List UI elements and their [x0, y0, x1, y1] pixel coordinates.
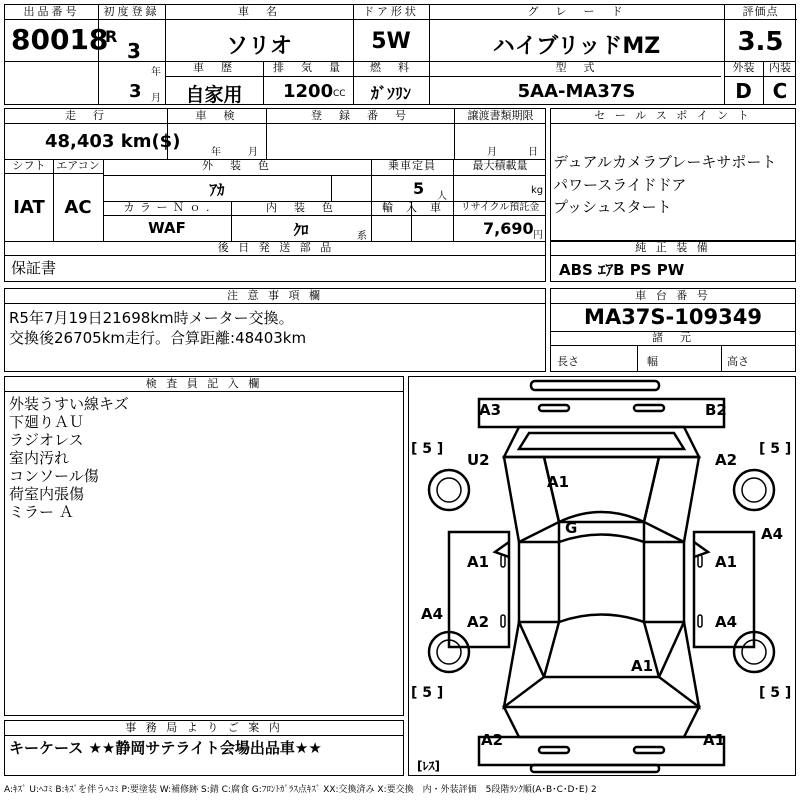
inspector-line-1: 外装うすい線キズ	[9, 395, 129, 413]
color-no: WAF	[148, 219, 186, 237]
sales-points-box	[550, 108, 796, 242]
mark-a1-front: A1	[631, 657, 654, 675]
fuel: ｶﾞｿﾘﾝ	[370, 84, 411, 103]
mark-a3: A3	[479, 401, 502, 419]
note-line-1: R5年7月19日21698km時メーター交換。	[9, 309, 294, 327]
fuel-label: 燃 料	[370, 61, 412, 74]
ac-label: エアコン	[56, 159, 100, 172]
interior-color: ｸﾛ	[293, 221, 309, 239]
mark-a1-left: A1	[467, 553, 490, 571]
transfer-month: 月	[487, 147, 497, 158]
shift: IAT	[13, 197, 45, 218]
capacity-unit: 人	[437, 191, 447, 202]
model-label: 型 式	[555, 61, 598, 74]
inspector-line-3: ラジオレス	[9, 431, 84, 449]
lot-no-label: 出品番号	[5, 5, 98, 20]
score: 3.5	[737, 27, 784, 57]
recycle-label: リサイクル預託金	[460, 202, 540, 213]
mark-a1-bottom: A1	[703, 731, 726, 749]
mark-a2-bottom: A2	[481, 731, 504, 749]
door-type: 5W	[371, 29, 411, 54]
legend: A:ｷｽﾞ U:ﾍｺﾐ B:ｷｽﾞを伴うﾍｺﾐ P:要塗装 W:補修跡 S:錆 C:腐食 G:ﾌﾛﾝﾄｶﾞﾗｽ点ｷｽﾞ XX:交換済み X:要交換 内・外装評価 5段階ﾗﾝｸ順(A･B･C･D･E) 2	[4, 785, 597, 795]
displacement: 1200	[283, 81, 334, 102]
mark-u2: U2	[467, 451, 490, 469]
office-label: 事 務 局 よ り ご 案 内	[5, 721, 403, 736]
inspection-year: 年	[211, 147, 221, 158]
month-unit: 月	[151, 93, 161, 104]
mark-a2-rear-right: A2	[715, 451, 738, 469]
cc-unit: CC	[333, 89, 346, 99]
car-name-label: 車 名	[165, 5, 353, 20]
door-label: ドア形状	[353, 5, 429, 20]
grade: ハイブリッドMZ	[492, 34, 661, 59]
genuine-equipment-box	[550, 240, 796, 282]
mark-a4-right-door: A4	[715, 613, 738, 631]
inspector-line-7: ミラー Ａ	[9, 503, 74, 521]
load-label: 最大積載量	[472, 159, 528, 172]
first-reg-label: 初度登録	[98, 5, 165, 20]
notes-label: 注 意 事 項 欄	[5, 289, 545, 304]
height-label: 高さ	[727, 355, 749, 368]
shift-label: シフト	[12, 159, 46, 172]
notes-box	[4, 288, 546, 372]
interior-grade: C	[772, 79, 788, 103]
mark-b2: B2	[705, 401, 727, 419]
interior-color-label: 内 装 色	[266, 201, 336, 214]
reg-year: 3	[127, 39, 141, 63]
sales-point-1: デュアルカメラブレーキサポート	[553, 153, 777, 171]
recycle: 7,690	[483, 219, 534, 238]
genuine-value: ABS ｴｱB PS PW	[559, 261, 685, 279]
inspector-line-4: 室内汚れ	[9, 449, 70, 467]
inspector-line-6: 荷室内張傷	[9, 485, 85, 503]
damage-diagram	[408, 376, 796, 776]
import-label: 輸 入 車	[382, 201, 442, 214]
grade-label: グ レ ー ド	[429, 5, 724, 20]
inspection-month: 月	[248, 147, 258, 158]
interior-label: 内装	[769, 61, 791, 74]
history: 自家用	[185, 84, 243, 106]
ac: AC	[64, 197, 92, 218]
capacity-label: 乗車定員	[388, 159, 436, 172]
office-value: キーケース ★★静岡サテライト会場出品車★★	[9, 739, 322, 757]
sales-point-3: プッシュスタート	[553, 198, 672, 216]
later-parts-value: 保証書	[11, 259, 57, 277]
mark-a1-right: A1	[715, 553, 738, 571]
displacement-label: 排 気 量	[273, 61, 343, 74]
transfer-day: 日	[528, 147, 538, 158]
vehicle-info-table	[4, 108, 546, 256]
interior-color-unit: 系	[357, 231, 367, 242]
era: R	[105, 27, 118, 46]
genuine-label: 純 正 装 備	[551, 241, 795, 256]
inspector-box	[4, 376, 404, 716]
inspection-label: 車 検	[195, 109, 238, 122]
tire-depth-rear-left: [ 5 ]	[411, 685, 444, 701]
header-table	[4, 4, 796, 105]
capacity: 5	[413, 179, 425, 198]
mark-a1-roof: A1	[547, 473, 570, 491]
spare-tire: [ﾚｽ]	[417, 759, 440, 773]
tire-depth-rear-right: [ 5 ]	[759, 685, 792, 701]
car-name: ソリオ	[226, 34, 292, 59]
note-line-2: 交換後26705km走行。合算距離:48403km	[9, 329, 307, 347]
office-box	[4, 720, 404, 776]
color-no-label: カ ラ ー Ｎ ｏ .	[123, 201, 211, 214]
mark-a2-left: A2	[467, 613, 490, 631]
inspector-line-5: コンソール傷	[9, 467, 99, 485]
mileage-label: 走 行	[65, 109, 107, 122]
inspector-line-2: 下廻りＡＵ	[9, 413, 85, 431]
color-label: 外 装 色	[202, 159, 272, 172]
load-unit: kg	[531, 185, 544, 196]
mileage: 48,403 km($)	[45, 131, 181, 152]
tire-depth-front-left: [ 5 ]	[411, 441, 444, 457]
chassis-number: MA37S-109349	[584, 305, 762, 329]
mark-a4-left: A4	[421, 605, 444, 623]
length-label: 長さ	[557, 355, 579, 368]
sales-points-label: セ ー ル ス ポ イ ン ト	[551, 109, 795, 124]
later-parts-label: 後 日 発 送 部 品	[217, 241, 335, 254]
chassis-box	[550, 288, 796, 372]
transfer-label: 譲渡書類期限	[467, 109, 534, 122]
score-label: 評価点	[724, 5, 797, 20]
lot-no: 80018	[11, 23, 109, 56]
width-label: 幅	[647, 355, 658, 368]
sales-point-2: パワースライドドア	[553, 176, 687, 194]
chassis-label: 車 台 番 号	[551, 289, 795, 304]
later-parts-box	[4, 254, 546, 282]
color: ｱｶ	[209, 181, 225, 199]
tire-depth-front-right: [ 5 ]	[759, 441, 792, 457]
reg-month: 3	[129, 81, 142, 102]
mark-g: G	[565, 519, 578, 537]
recycle-unit: 円	[533, 230, 543, 241]
history-label: 車 歴	[193, 61, 235, 74]
model: 5AA-MA37S	[517, 81, 636, 102]
reg-no-label: 登 録 番 号	[311, 109, 409, 122]
exterior-label: 外装	[732, 61, 755, 74]
inspector-label: 検 査 員 記 入 欄	[5, 377, 403, 392]
year-unit: 年	[151, 67, 161, 78]
spec-label: 諸 元	[551, 331, 795, 346]
mark-a4-right: A4	[761, 525, 784, 543]
exterior-grade: D	[735, 79, 752, 103]
